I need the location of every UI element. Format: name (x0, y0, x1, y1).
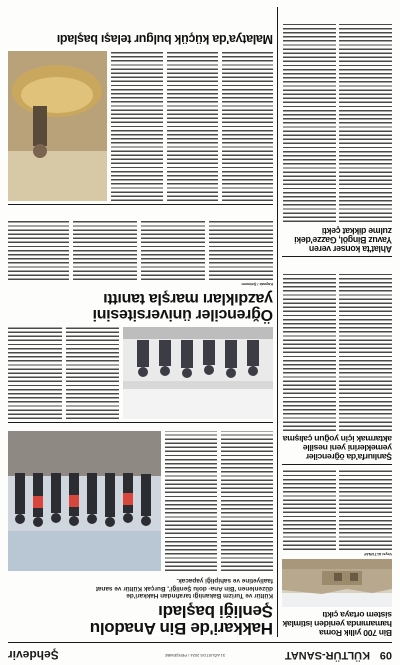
ahlat-article (282, 8, 392, 253)
ogrenciler-text-col-5 (73, 220, 137, 280)
ogrenciler-article (8, 209, 273, 419)
column-divider (277, 7, 278, 637)
sanliurfa-headline-line-2: yemeklerini yeni nesille (303, 443, 392, 454)
roma-text-col-1 (339, 470, 392, 550)
malatya-text-col-1 (222, 51, 273, 201)
roma-byline: Veysi ALTUNAY (363, 551, 392, 556)
ahlat-headline (282, 226, 392, 253)
ogrenciler-headline-line-2: yazdıkları marşla tanıttı (103, 289, 273, 307)
section-label: KÜLTÜR-SANAT (284, 649, 370, 661)
malatya-headline: Malatya'da küçük bulgur telaşı başladı (57, 32, 273, 46)
sanliurfa-headline-line-3: aktarmak için yoğun çalışma (283, 434, 392, 445)
festival-photo-svg (8, 431, 161, 571)
festival-headline-line-1: Hakkari'de Bin Anadolu (90, 619, 273, 638)
malatya-text-col-3 (111, 51, 162, 201)
ogrenciler-text-col-3 (209, 220, 273, 280)
newspaper-logo: Şehdevir (8, 648, 59, 662)
festival-deck: Kültür ve Turizm Bakanlığı tarafından Hakkari'de düzenlenen 'Bin Ana- dolu Şenliği', Burçak Kültür ve sanat faaliyetine ve sahipliği yapacak. (95, 576, 273, 600)
date-line: 31 AĞUSTOS 2024 / PERŞEMBE (164, 653, 226, 658)
festival-headline-line-2: Şenliği başladı (158, 601, 273, 621)
ogrenciler-text-col-2 (8, 327, 62, 419)
festival-text-col-2 (165, 431, 217, 571)
ogrenciler-byline: Kaynak / Şebnem (241, 282, 273, 287)
festival-photo (8, 431, 161, 571)
festival-article (8, 427, 273, 637)
ogrenciler-text-col-6 (8, 220, 69, 280)
ogrenciler-text-col-1 (66, 327, 119, 419)
malatya-photo (8, 51, 107, 201)
roma-headline-line-1: Bin 700 yıllık Roma (319, 628, 392, 638)
roma-text-col-2 (283, 470, 336, 550)
ahlat-text-col-2 (283, 22, 336, 222)
sanliurfa-text-col-2 (283, 271, 336, 431)
ogrenciler-headline-line-1: Öğrenciler üniversitesini (92, 306, 273, 323)
sanliurfa-article (282, 261, 392, 461)
roma-photo (282, 559, 392, 607)
roma-headline-line-2: hamamında yeniden istimlak (282, 619, 392, 630)
sanliurfa-headline (282, 435, 392, 461)
roma-photo-svg (282, 559, 392, 607)
sanliurfa-divider (282, 256, 392, 257)
sanliurfa-text-col-1 (339, 271, 392, 431)
ogrenciler-photo-svg (123, 327, 273, 419)
roma-divider (282, 464, 392, 465)
header-rule (8, 642, 392, 643)
ahlat-headline-line-2: Yavuz Bingöl, Gazze'deki (294, 235, 392, 246)
malatya-photo-svg (8, 51, 107, 201)
sanliurfa-headline-line-1: Şanlıurfa'da öğrenciler (306, 452, 392, 462)
ahlat-text-col-1 (339, 22, 392, 222)
festival-text-col-1 (221, 431, 273, 571)
ahlat-headline-line-3: zulme dikkat çekti (322, 226, 392, 237)
roma-headline (282, 611, 392, 637)
page-number: 09 (379, 649, 392, 661)
ogrenciler-headline (8, 289, 273, 322)
ogrenciler-photo (123, 327, 273, 419)
festival-divider (8, 422, 273, 423)
ahlat-headline-line-1: Ahlat'ta konser veren (309, 244, 392, 254)
ogrenciler-text-col-4 (141, 220, 205, 280)
malatya-text-col-2 (167, 51, 218, 201)
ogrenciler-divider (8, 204, 273, 205)
roma-article (282, 467, 392, 637)
malatya-article (8, 6, 273, 201)
festival-headline (8, 602, 273, 637)
roma-headline-line-3: sistem ortaya çıktı (322, 610, 392, 621)
